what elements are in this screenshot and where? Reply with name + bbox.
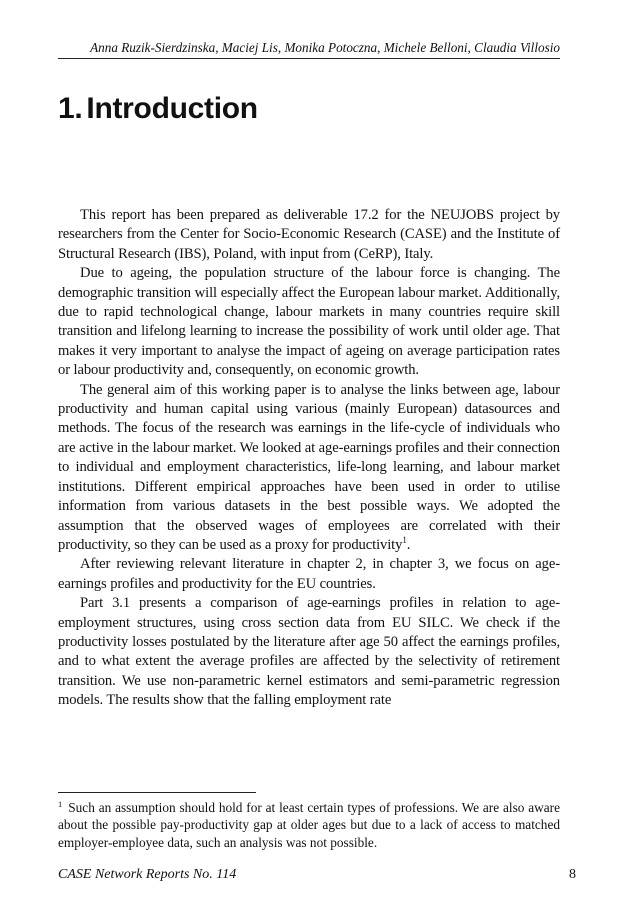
paragraph-4: After reviewing relevant literature in chapter 2, in chapter 3, we focus on age-earnings profiles and productivity for the EU countries. — [58, 556, 560, 592]
paragraph-3 — [58, 381, 560, 556]
footnote-text: Such an assumption should hold for at least certain types of professions. We are also aware about the possible pay-productivity gap at older ages but due to a lack of access to matched employer-employee data, such an analysis was not possible. — [58, 800, 560, 850]
chapter-number: 1. — [58, 92, 83, 125]
paragraph-3-end: . — [406, 536, 411, 553]
footnote-separator — [58, 792, 256, 793]
paragraph-5: Part 3.1 presents a comparison of age-earnings profiles in relation to age-employment structures, using cross section data from EU SILC. We check if the productivity losses postulated by the literature after age 50 affect the earnings profiles, and to what extent the average profiles are affected by the selectivity of retirement transition. We use non-parametric kernel estimators and semi-parametric regression models. The results show that the falling employment rate — [58, 595, 560, 709]
paragraph-2: Due to ageing, the population structure of the labour force is changing. The demographic transition will especially affect the European labour market. Additionally, due to rapid technological change, labour markets in many countries require skill transition and lifelong learning to increase the possibility of work until older age. That makes it very important to analyse the impact of ageing on average participation rates or labour productivity and, consequently, on economic growth. — [58, 265, 560, 379]
paragraph-3-text: The general aim of this working paper is to analyse the links between age, labour productivity and human capital using various (mainly European) datasources and methods. The focus of the research was earnings in the life-cycle of individuals who are active in the labour market. We looked at age-earnings profiles and their connection to individual and employment characteristics, life-long learning, and labour market institutions. Different empirical approaches have been used in order to utilise information from various datasets in the best possible ways. We adopted the assumption that the observed wages of employees are correlated with their productivity, so they can be used as a proxy for productivity — [58, 381, 560, 553]
chapter-title: Introduction — [86, 92, 258, 125]
footnote-marker: 1 — [58, 798, 63, 809]
running-header-authors: Anna Ruzik-Sierdzinska, Maciej Lis, Monika Potoczna, Michele Belloni, Claudia Villosio — [58, 40, 560, 59]
footer-series: CASE Network Reports No. 114 — [58, 867, 237, 882]
footnote-reference[interactable]: 1 — [402, 535, 407, 546]
footnote-1 — [58, 799, 560, 851]
page-number: 8 — [569, 867, 576, 882]
chapter-heading — [58, 92, 258, 126]
body-text — [58, 206, 560, 711]
paragraph-1: This report has been prepared as deliverable 17.2 for the NEUJOBS project by researchers from the Center for Socio-Economic Research (CASE) and the Institute of Structural Research (IBS), Poland, with input from (CeRP), Italy. — [58, 207, 560, 262]
